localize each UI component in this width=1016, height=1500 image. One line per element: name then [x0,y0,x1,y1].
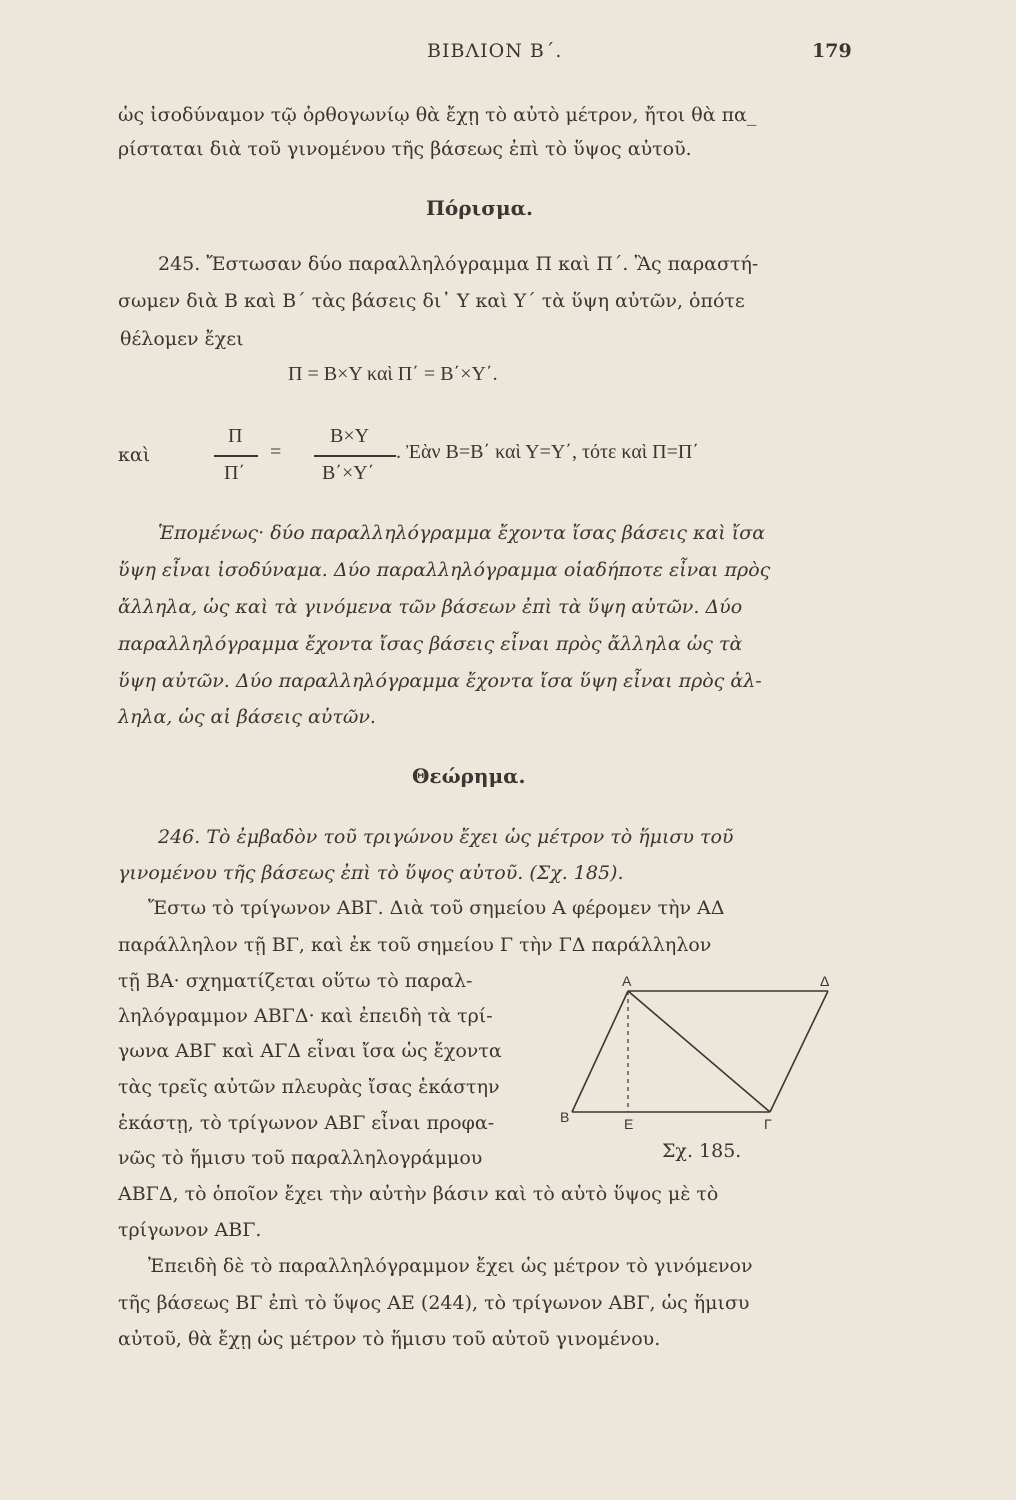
figure-label-E: E [624,1116,634,1132]
theorema-title: Θεώρημα. [412,764,526,788]
consequence-line-2: ὕψη εἶναι ἰσοδύναμα. Δύο παραλληλόγραμμα οἱαδήποτε εἶναι πρὸς [118,559,771,581]
formula-equals: = [270,441,282,463]
figure-label-G: Γ [764,1116,772,1132]
figure-label-A: A [622,973,632,989]
fraction-right-denominator: Β΄×Υ΄ [322,462,375,484]
fraction-left-denominator: Π΄ [224,462,246,484]
proof-line-5: γωνα ΑΒΓ καὶ ΑΓΔ εἶναι ἴσα ὡς ἔχοντα [118,1040,502,1062]
proof-line-2: παράλληλον τῇ ΒΓ, καὶ ἐκ τοῦ σημείου Γ τὴν ΓΔ παράλληλον [118,934,712,956]
formula-kai: καὶ [118,444,151,466]
figure-side-AB [572,991,628,1112]
fraction-left-numerator: Π [228,425,243,447]
figure-label-B: B [560,1109,570,1125]
proof-line-10: τρίγωνον ΑΒΓ. [118,1219,262,1241]
proof-line-6: τὰς τρεῖς αὐτῶν πλευρὰς ἴσας ἑκάστην [118,1076,500,1098]
figure-185 [560,970,860,1132]
consequence-line-3: ἄλληλα, ὡς καὶ τὰ γινόμενα τῶν βάσεων ἐπὶ τὰ ὕψη αὐτῶν. Δύο [118,596,743,618]
figure-label-D: Δ [820,973,830,989]
theorem-statement-line-1: 246. Τὸ ἐμβαδὸν τοῦ τριγώνου ἔχει ὡς μέτρον τὸ ἥμισυ τοῦ [158,826,734,848]
proof-line-7: ἑκάστῃ, τὸ τρίγωνον ΑΒΓ εἶναι προφα- [118,1112,495,1134]
proof-line-11: Ἐπειδὴ δὲ τὸ παραλληλόγραμμον ἔχει ὡς μέτρον τὸ γινόμενον [148,1255,753,1277]
proof-line-3: τῇ ΒΑ· σχηματίζεται οὕτω τὸ παραλ- [118,970,473,992]
porisma-line-1: 245. Ἔστωσαν δύο παραλληλόγραμμα Π καὶ Π΄. Ἂς παραστή- [158,253,759,275]
figure-diagonal-AG [628,991,770,1112]
figure-caption: Σχ. 185. [662,1140,742,1162]
proof-line-9: ΑΒΓΔ, τὸ ὁποῖον ἔχει τὴν αὐτὴν βάσιν καὶ τὸ αὐτὸ ὕψος μὲ τὸ [118,1183,719,1205]
fraction-left-bar [214,455,258,457]
proof-line-8: νῶς τὸ ἥμισυ τοῦ παραλληλογράμμου [118,1147,483,1169]
porisma-line-3: θέλομεν ἔχει [120,328,244,350]
consequence-line-4: παραλληλόγραμμα ἔχοντα ἴσας βάσεις εἶναι πρὸς ἄλληλα ὡς τὰ [118,633,743,655]
consequence-line-6: ληλα, ὡς αἱ βάσεις αὐτῶν. [118,706,376,728]
intro-line-2: ρίσταται διὰ τοῦ γινομένου τῆς βάσεως ἐπὶ τὸ ὕψος αὐτοῦ. [118,138,692,160]
consequence-line-1: Ἑπομένως· δύο παραλληλόγραμμα ἔχοντα ἴσας βάσεις καὶ ἴσα [158,522,766,544]
figure-side-GD [770,991,828,1112]
porisma-title: Πόρισμα. [426,196,533,220]
porisma-line-2: σωμεν διὰ Β καὶ Β΄ τὰς βάσεις δι᾽ Υ καὶ Υ΄ τὰ ὕψη αὐτῶν, ὁπότε [118,290,745,312]
intro-line-1: ὡς ἰσοδύναμον τῷ ὀρθογωνίῳ θὰ ἔχῃ τὸ αὐτὸ μέτρον, ἤτοι θὰ πα_ [118,104,757,126]
consequence-line-5: ὕψη αὐτῶν. Δύο παραλληλόγραμμα ἔχοντα ἴσα ὕψη εἶναι πρὸς ἀλ- [118,670,762,692]
proof-line-4: ληλόγραμμον ΑΒΓΔ· καὶ ἐπειδὴ τὰ τρί- [118,1005,493,1027]
proof-line-12: τῆς βάσεως ΒΓ ἐπὶ τὸ ὕψος ΑΕ (244), τὸ τρίγωνον ΑΒΓ, ὡς ἥμισυ [118,1292,750,1314]
running-title: ΒΙΒΛΙΟΝ Β΄. [427,40,563,62]
fraction-right-bar [314,455,396,457]
fraction-right-numerator: Β×Υ [330,425,370,447]
page-number: 179 [812,40,852,62]
formula-tail: . Ἐὰν Β=Β΄ καὶ Υ=Υ΄, τότε καὶ Π=Π΄ [396,441,700,463]
proof-line-1: Ἔστω τὸ τρίγωνον ΑΒΓ. Διὰ τοῦ σημείου Α φέρομεν τὴν ΑΔ [148,897,725,919]
theorem-statement-line-2: γινομένου τῆς βάσεως ἐπὶ τὸ ὕψος αὐτοῦ. (Σχ. 185). [118,862,624,884]
formula-product: Π = Β×Υ καὶ Π΄ = Β΄×Υ΄. [288,363,498,385]
proof-line-13: αὐτοῦ, θὰ ἔχῃ ὡς μέτρον τὸ ἥμισυ τοῦ αὐτοῦ γινομένου. [118,1328,661,1350]
